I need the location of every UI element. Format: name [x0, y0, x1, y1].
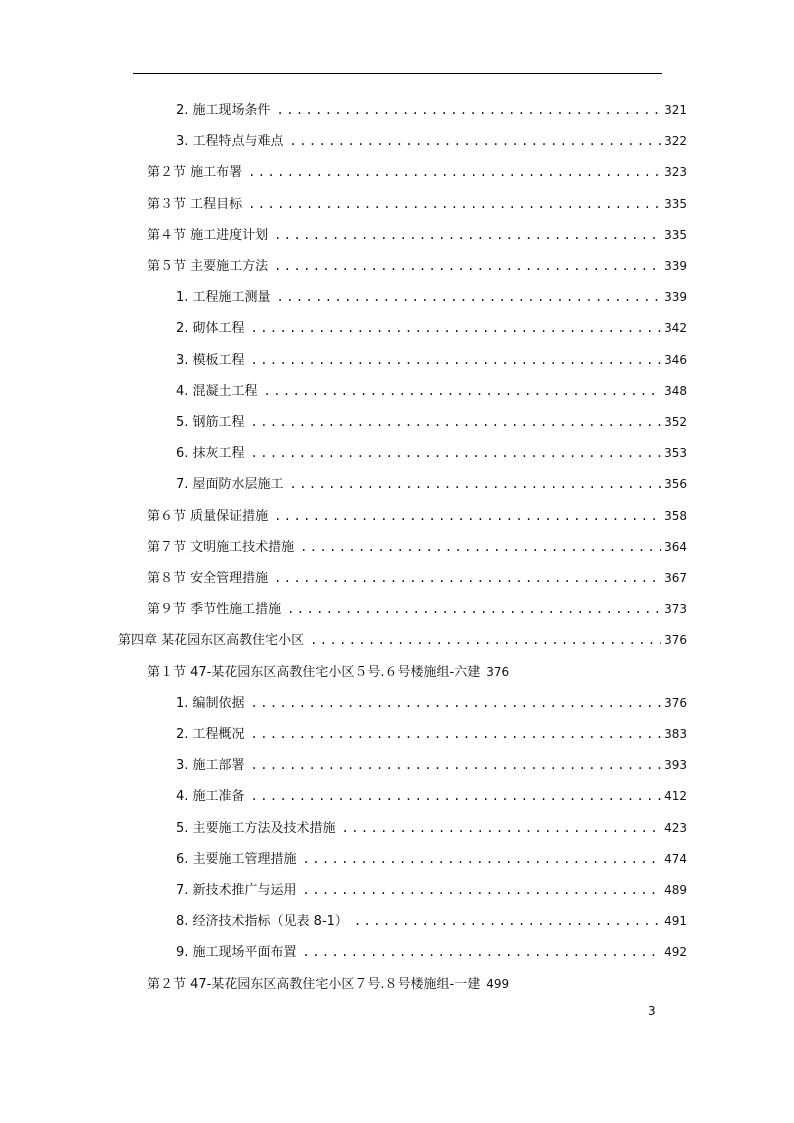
toc-entry-label: 1. 工程施工测量 — [176, 290, 271, 305]
toc-entry[interactable] — [147, 599, 687, 619]
toc-entry[interactable] — [118, 630, 687, 650]
dot-leader — [251, 786, 662, 806]
toc-entry-label: 3. 施工部署 — [176, 758, 245, 773]
toc-entry-page: 373 — [664, 602, 687, 616]
toc-entry-page: 335 — [664, 197, 687, 211]
toc-entry-label: 第５节 主要施工方法 — [147, 259, 269, 274]
toc-entry-label: 8. 经济技术指标（见表 8-1） — [176, 914, 348, 929]
dot-leader — [274, 506, 661, 526]
dot-leader — [248, 194, 661, 214]
toc-entry-page: 321 — [664, 103, 687, 117]
dot-leader — [310, 630, 661, 650]
toc-entry[interactable] — [176, 100, 687, 120]
toc-entry[interactable] — [176, 693, 687, 713]
toc-entry-page: 353 — [664, 446, 687, 460]
toc-entry[interactable] — [176, 318, 687, 338]
toc-entry[interactable] — [147, 506, 687, 526]
toc-entry[interactable] — [147, 662, 509, 682]
dot-leader — [251, 724, 662, 744]
toc-entry-label: 2. 工程概况 — [176, 727, 245, 742]
toc-entry[interactable] — [176, 880, 687, 900]
toc-entry-page: 358 — [664, 509, 687, 523]
dot-leader — [274, 568, 661, 588]
toc-entry[interactable] — [176, 786, 687, 806]
toc-entry-page: 352 — [664, 415, 687, 429]
dot-leader — [274, 256, 661, 276]
toc-entry[interactable] — [176, 755, 687, 775]
toc-entry-label: 4. 施工准备 — [176, 789, 245, 804]
toc-entry-label: 第３节 工程目标 — [147, 197, 243, 212]
toc-entry-page: 393 — [664, 758, 687, 772]
toc-entry-label: 第２节 47-某花园东区高教住宅小区７号.８号楼施组-一建 — [147, 977, 481, 992]
toc-entry[interactable] — [147, 256, 687, 276]
toc-entry[interactable] — [176, 724, 687, 744]
toc-entry[interactable] — [147, 225, 687, 245]
toc-entry[interactable] — [176, 474, 687, 494]
toc-entry-page: 356 — [664, 477, 687, 491]
dot-leader — [251, 443, 662, 463]
dot-leader — [264, 381, 662, 401]
dot-leader — [354, 911, 661, 931]
toc-entry-page: 423 — [664, 821, 687, 835]
dot-leader — [251, 350, 662, 370]
toc-entry-page: 491 — [664, 914, 687, 928]
toc-entry-page: 376 — [486, 665, 510, 679]
toc-entry[interactable] — [176, 350, 687, 370]
toc-entry-label: 1. 编制依据 — [176, 696, 245, 711]
toc-entry-label: 5. 主要施工方法及技术措施 — [176, 821, 336, 836]
toc-entry-label: 第９节 季节性施工措施 — [147, 602, 282, 617]
toc-entry-page: 489 — [664, 883, 687, 897]
toc-entry-page: 335 — [664, 228, 687, 242]
toc-entry-label: 3. 模板工程 — [176, 353, 245, 368]
toc-entry-label: 第７节 文明施工技术措施 — [147, 540, 295, 555]
toc-entry[interactable] — [147, 974, 509, 994]
dot-leader — [251, 412, 662, 432]
toc-entry-label: 2. 砌体工程 — [176, 321, 245, 336]
toc-entry-page: 412 — [664, 789, 687, 803]
toc-entry-label: 7. 屋面防水层施工 — [176, 477, 284, 492]
toc-entry-label: 6. 抹灰工程 — [176, 446, 245, 461]
toc-entry-label: 第４节 施工进度计划 — [147, 228, 269, 243]
toc-entry-page: 339 — [664, 259, 687, 273]
toc-entry[interactable] — [176, 911, 687, 931]
toc-entry[interactable] — [176, 287, 687, 307]
dot-leader — [290, 131, 662, 151]
toc-entry[interactable] — [176, 443, 687, 463]
dot-leader — [251, 318, 662, 338]
toc-entry-label: 第２节 施工布署 — [147, 165, 243, 180]
toc-entry-page: 383 — [664, 727, 687, 741]
dot-leader — [251, 755, 662, 775]
dot-leader — [303, 942, 662, 962]
toc-entry-label: 9. 施工现场平面布置 — [176, 945, 297, 960]
toc-entry-label: 5. 钢筋工程 — [176, 415, 245, 430]
dot-leader — [300, 537, 661, 557]
toc-entry[interactable] — [176, 818, 687, 838]
toc-entry-label: 第四章 某花园东区高教住宅小区 — [118, 633, 305, 648]
dot-leader — [303, 849, 662, 869]
dot-leader — [251, 693, 662, 713]
dot-leader — [277, 287, 662, 307]
toc-entry[interactable] — [176, 412, 687, 432]
dot-leader — [342, 818, 662, 838]
toc-entry-label: 第１节 47-某花园东区高教住宅小区５号.６号楼施组-六建 — [147, 665, 481, 680]
dot-leader — [287, 599, 661, 619]
toc-entry[interactable] — [147, 568, 687, 588]
dot-leader — [277, 100, 662, 120]
toc-entry-page: 342 — [664, 321, 687, 335]
toc-entry-page: 492 — [664, 945, 687, 959]
toc-entry-page: 346 — [664, 353, 687, 367]
dot-leader — [248, 162, 661, 182]
toc-entry[interactable] — [147, 194, 687, 214]
toc-entry-page: 376 — [664, 696, 687, 710]
toc-entry[interactable] — [176, 849, 687, 869]
toc-entry[interactable] — [176, 131, 687, 151]
dot-leader — [290, 474, 662, 494]
toc-entry-label: 7. 新技术推广与运用 — [176, 883, 297, 898]
page-number: 3 — [648, 1004, 656, 1018]
dot-leader — [303, 880, 662, 900]
toc-entry[interactable] — [176, 942, 687, 962]
toc-entry-page: 367 — [664, 571, 687, 585]
toc-entry-page: 348 — [664, 384, 687, 398]
toc-entry-label: 6. 主要施工管理措施 — [176, 852, 297, 867]
toc-entry-page: 323 — [664, 165, 687, 179]
toc-entry-page: 474 — [664, 852, 687, 866]
toc-entry-page: 499 — [486, 977, 510, 991]
toc-entry-page: 364 — [664, 540, 687, 554]
toc-entry-label: 第６节 质量保证措施 — [147, 509, 269, 524]
toc-entry-page: 322 — [664, 134, 687, 148]
toc-entry-page: 376 — [664, 633, 687, 647]
toc-entry-label: 3. 工程特点与难点 — [176, 134, 284, 149]
dot-leader — [274, 225, 661, 245]
toc-entry-label: 2. 施工现场条件 — [176, 103, 271, 118]
toc-entry[interactable] — [176, 381, 687, 401]
toc-entry-label: 第８节 安全管理措施 — [147, 571, 269, 586]
toc-entry[interactable] — [147, 537, 687, 557]
toc-entry-page: 339 — [664, 290, 687, 304]
toc-entry[interactable] — [147, 162, 687, 182]
toc-entry-label: 4. 混凝土工程 — [176, 384, 258, 399]
